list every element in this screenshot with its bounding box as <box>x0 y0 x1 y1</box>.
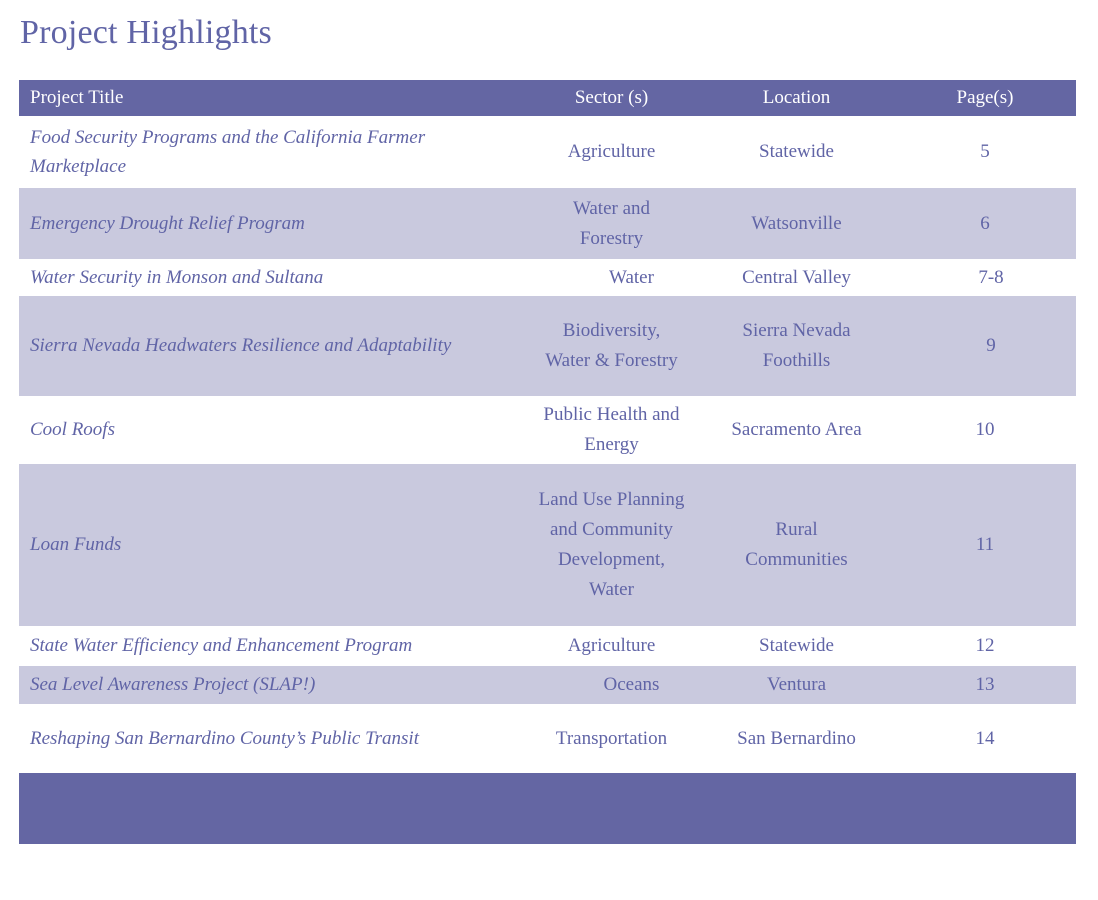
pages-cell: 9 <box>986 335 996 356</box>
sector-cell: Agriculture <box>567 635 656 656</box>
table-header-row <box>19 80 1076 116</box>
location-cell: Rural Communities <box>745 519 848 570</box>
sector-cell: Agriculture <box>567 141 656 162</box>
table-row <box>19 116 1076 188</box>
project-title-cell: Emergency Drought Relief Program <box>30 212 305 234</box>
location-cell: Central Valley <box>742 266 851 288</box>
project-title-cell: Reshaping San Bernardino County’s Public Transit <box>30 727 419 749</box>
table-row <box>19 666 1076 704</box>
location-cell: Sacramento Area <box>731 419 862 440</box>
table-row <box>19 626 1076 666</box>
sector-cell: Land Use Planning and Community Development, Water <box>538 489 685 600</box>
table-row <box>19 188 1076 259</box>
project-title-cell: Cool Roofs <box>30 419 115 440</box>
sector-cell: Oceans <box>603 674 660 695</box>
page-title: Project Highlights <box>20 14 272 51</box>
location-cell: Ventura <box>766 674 827 695</box>
header-location: Location <box>762 87 831 108</box>
sector-cell: Water and Forestry <box>572 197 651 249</box>
project-title-cell: Water Security in Monson and Sultana <box>30 266 324 288</box>
project-title-cell: Sea Level Awareness Project (SLAP!) <box>30 674 316 695</box>
pages-cell: 14 <box>975 727 995 749</box>
table-row <box>19 396 1076 464</box>
project-title-cell: Loan Funds <box>30 534 122 555</box>
project-title-cell: Sierra Nevada Headwaters Resilience and Adaptability <box>30 335 452 356</box>
header-sector: Sector (s) <box>574 87 649 108</box>
location-cell: Watsonville <box>751 212 842 234</box>
project-title-cell: Food Security Programs and the California Farmer Marketplace <box>30 127 426 177</box>
header-pages: Page(s) <box>956 87 1014 108</box>
location-cell: Sierra Nevada Foothills <box>742 320 851 371</box>
table-row <box>19 259 1076 296</box>
location-cell: Statewide <box>759 635 834 656</box>
pages-cell: 6 <box>980 212 990 234</box>
sector-cell: Water <box>609 266 654 288</box>
table-row <box>19 704 1076 773</box>
pages-cell: 13 <box>975 674 995 695</box>
project-title-cell: State Water Efficiency and Enhancement Program <box>30 635 413 656</box>
sector-cell: Transportation <box>555 727 668 749</box>
pages-cell: 5 <box>980 141 990 162</box>
pages-cell: 10 <box>975 419 995 440</box>
pages-cell: 11 <box>975 534 995 555</box>
project-highlights-table <box>19 80 1076 773</box>
sector-cell: Biodiversity, Water & Forestry <box>545 320 678 371</box>
table-row <box>19 296 1076 396</box>
location-cell: San Bernardino <box>737 727 856 749</box>
header-project-title: Project Title <box>30 87 124 108</box>
footer-bar <box>19 773 1076 844</box>
sector-cell: Public Health and Energy <box>543 404 680 455</box>
pages-cell: 7-8 <box>978 266 1004 288</box>
pages-cell: 12 <box>975 635 995 656</box>
table-row <box>19 464 1076 626</box>
location-cell: Statewide <box>759 141 834 162</box>
